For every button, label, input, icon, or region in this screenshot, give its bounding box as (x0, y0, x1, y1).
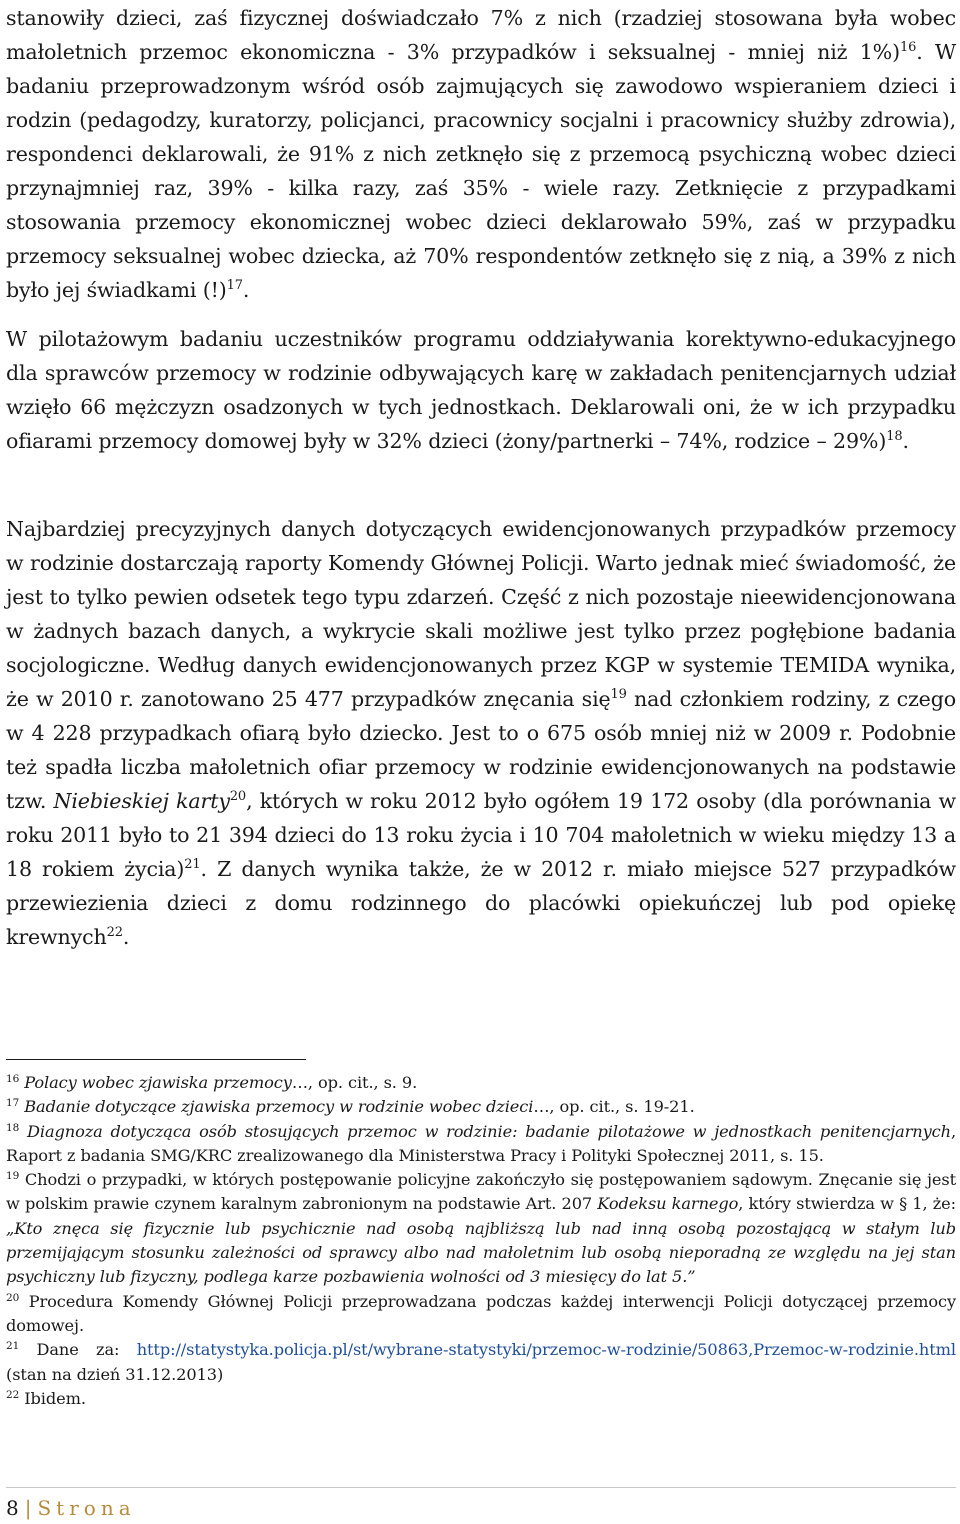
footnote-text: …, op. cit., s. 9. (291, 1073, 418, 1092)
footnote-18 (6, 1120, 956, 1169)
paragraph-2-text-b: . (902, 429, 909, 453)
footnote-text: (stan na dzień 31.12.2013) (6, 1364, 224, 1384)
footnote-ref-18[interactable]: 18 (886, 429, 903, 444)
footnote-number: 21 (6, 1340, 20, 1353)
footnote-number: 22 (6, 1388, 20, 1401)
footnote-ref-17[interactable]: 17 (226, 278, 243, 293)
paragraph-3-text-c: , których w roku 2012 było ogółem 19 172 osoby (dla porównania w roku 2011 było to 21 394 dzieci do 13 roku życia i 10 704 małoletnich w wieku między 13 a 18 rokiem życia) (6, 789, 956, 881)
footnote-title: Kodeksu karnego (597, 1194, 739, 1214)
footer-separator-glyph: | (24, 1496, 32, 1520)
footnote-19 (6, 1168, 956, 1289)
footnote-ref-21[interactable]: 21 (184, 857, 201, 872)
page-number: 8 (6, 1496, 19, 1520)
footnote-number: 18 (6, 1121, 20, 1134)
footnotes (6, 1071, 956, 1411)
footer-page-word: Strona (37, 1496, 136, 1520)
footnote-text: Chodzi o przypadki, w których postępowanie policyjne zakończyło się postępowaniem sądowym. Znęcanie się jest w polskim prawie czynem karalnym zabronionym na podstawie Art. 207 (6, 1170, 956, 1214)
footnote-21 (6, 1338, 956, 1387)
footnote-text: Ibidem. (24, 1388, 86, 1408)
footnote-ref-22[interactable]: 22 (106, 925, 123, 940)
paragraph-3-text-e: . (122, 925, 130, 949)
paragraph-3 (6, 512, 956, 954)
footnote-title: Polacy wobec zjawiska przemocy (24, 1073, 292, 1092)
footnote-ref-20[interactable]: 20 (229, 789, 247, 804)
footer-separator (6, 1487, 956, 1488)
paragraph-3-italic-term: Niebieskiej karty (53, 789, 230, 813)
paragraph-1 (6, 1, 956, 307)
footnote-title: Diagnoza dotycząca osób stosujących przemoc w rodzinie: badanie pilotażowe w jednostkach penitencjarnych (26, 1121, 951, 1141)
footnote-text: Dane za: (36, 1340, 137, 1360)
footnote-17 (6, 1095, 956, 1119)
footnote-quote: „Kto znęca się fizycznie lub psychicznie nad osobą najbliższą lub nad inną osobą pozostającą w stałym lub przemijającym stosunku zależności od sprawcy albo nad małoletnim lub osobą nieporadną ze względu na jej stan psychiczny lub fizyczny, podlega karze pozbawienia wolności od 3 miesięcy do lat 5.” (6, 1218, 956, 1287)
footnote-number: 16 (6, 1073, 20, 1085)
paragraph-1-text-c: . (242, 278, 250, 302)
footnote-20 (6, 1290, 956, 1339)
paragraph-3-text-a: Najbardziej precyzyjnych danych dotyczących ewidencjonowanych przypadków przemocy w rodzinie dostarczają raporty Komendy Głównej Policji. Warto jednak mieć świadomość, że jest to tylko pewien odsetek tego typu zdarzeń. Część z nich pozostaje nieewidencjonowana w żadnych bazach danych, a wykrycie skali możliwe jest tylko przez pogłębione badania socjologiczne. Według danych ewidencjonowanych przez KGP w systemie TEMIDA wynika, że w 2010 r. zanotowano 25 477 przypadków znęcania się (6, 517, 956, 711)
footnote-ref-16[interactable]: 16 (899, 40, 917, 55)
footnote-text: …, op. cit., s. 19-21. (533, 1097, 695, 1117)
footnote-number: 20 (6, 1291, 20, 1304)
footnote-title: Badanie dotyczące zjawiska przemocy w rodzinie wobec dzieci (24, 1097, 534, 1117)
paragraph-1-text-a: stanowiły dzieci, zaś fizycznej doświadczało 7% z nich (rzadziej stosowana była wobec małoletnich przemoc ekonomiczna - 3% przypadków i seksualnej - mniej niż 1%) (6, 6, 956, 64)
footnote-text: , Raport z badania SMG/KRC zrealizowanego dla Ministerstwa Pracy i Polityki Społecznej 2011, s. 15. (6, 1121, 956, 1165)
footnote-number: 19 (6, 1170, 20, 1183)
footnote-text: Procedura Komendy Głównej Policji przeprowadzana podczas każdej interwencji Policji dotyczącej przemocy domowej. (6, 1291, 956, 1335)
paragraph-2-text-a: W pilotażowym badaniu uczestników programu oddziaływania korektywno-edukacyjnego dla sprawców przemocy w rodzinie odbywających karę w zakładach penitencjarnych udział wzięło 66 mężczyzn osadzonych w tych jednostkach. Deklarowali oni, że w ich przypadku ofiarami przemocy domowej były w 32% dzieci (żony/partnerki – 74%, rodzice – 29%) (6, 327, 956, 453)
source-link[interactable]: http://statystyka.policja.pl/st/wybrane-statystyki/przemoc-w-rodzinie/50863,Przemoc-w-rodzinie.html (136, 1340, 956, 1360)
footnote-number: 17 (6, 1097, 20, 1110)
page-footer (6, 1494, 136, 1522)
paragraph-2 (6, 322, 956, 458)
footnote-16 (6, 1071, 956, 1095)
paragraph-3-text-d: . Z danych wynika także, że w 2012 r. miało miejsce 527 przypadków przewiezienia dzieci z domu rodzinnego do placówki opiekuńczej lub pod opiekę krewnych (6, 857, 956, 949)
footnote-ref-19[interactable]: 19 (610, 687, 627, 702)
footnote-separator (6, 1059, 306, 1060)
footnote-text: , który stwierdza w § 1, że: (738, 1194, 956, 1214)
paragraph-3-text-b: nad członkiem rodziny, z czego w 4 228 przypadkach ofiarą było dziecko. Jest to o 675 osób mniej niż w 2009 r. Podobnie też spadła liczba małoletnich ofiar przemocy w rodzinie ewidencjonowanych na podstawie tzw. (6, 687, 956, 813)
footnote-22 (6, 1387, 956, 1411)
paragraph-1-text-b: . W badaniu przeprowadzonym wśród osób zajmujących się zawodowo wspieraniem dzieci i rodzin (pedagodzy, kuratorzy, policjanci, pracownicy socjalni i pracownicy służby zdrowia), respondenci deklarowali, że 91% z nich zetknęło się z przemocą psychiczną wobec dzieci przynajmniej raz, 39% - kilka razy, zaś 35% - wiele razy. Zetknięcie z przypadkami stosowania przemocy ekonomicznej wobec dzieci deklarowało 59%, zaś w przypadku przemocy seksualnej wobec dziecka, aż 70% respondentów zetknęło się z nią, a 39% z nich było jej świadkami (!) (6, 40, 957, 302)
